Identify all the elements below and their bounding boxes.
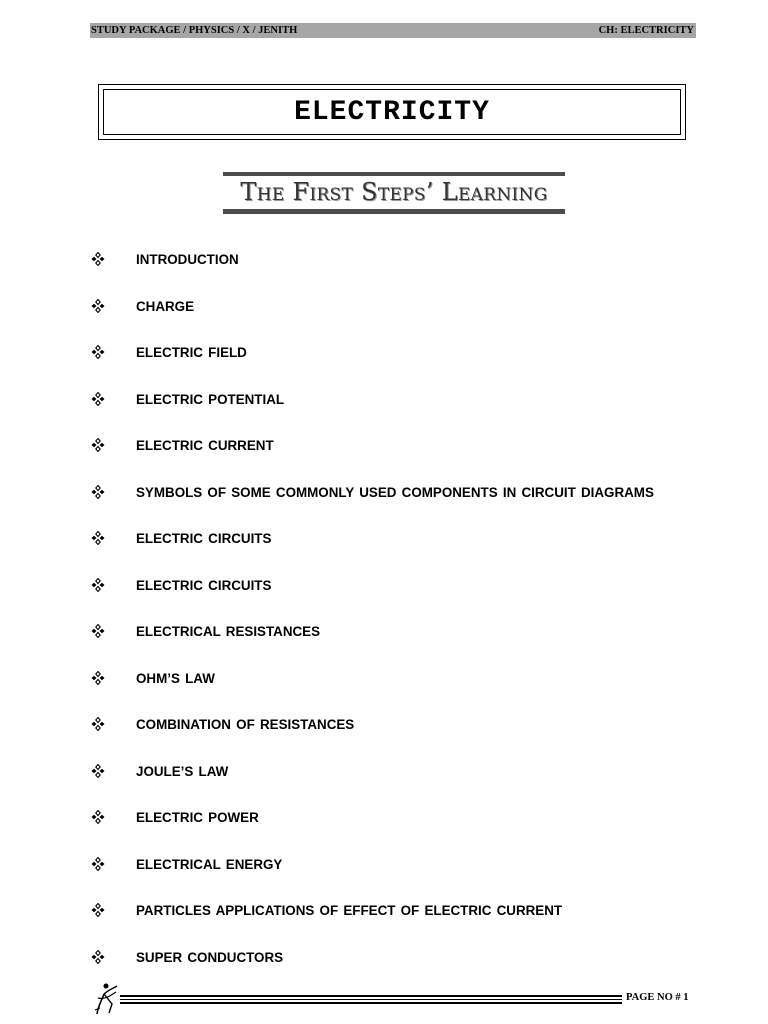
header-chapter-label: CH: ELECTRICITY [598, 25, 694, 36]
topic-item [0, 948, 700, 968]
four-diamond-bullet-icon [91, 438, 105, 452]
four-diamond-bullet-icon [91, 950, 105, 964]
title-box [98, 84, 686, 140]
archer-logo-icon [90, 980, 120, 1020]
subtitle-banner [223, 172, 565, 214]
subtitle: The First Steps’ Learning [240, 178, 548, 206]
topic-item [0, 483, 700, 503]
four-diamond-bullet-icon [91, 810, 105, 824]
topic-label: INTRODUCTION [136, 252, 239, 267]
topic-label: PARTICLES APPLICATIONS OF EFFECT OF ELECTRIC CURRENT [136, 903, 563, 919]
subtitle-bottom-rule [223, 209, 565, 214]
topic-item [0, 762, 700, 782]
four-diamond-bullet-icon [91, 485, 105, 499]
topic-item [0, 390, 700, 410]
footer-rule [120, 995, 622, 1004]
title-box-inner [103, 89, 681, 135]
topic-item [0, 622, 700, 642]
topic-item [0, 343, 700, 363]
topic-label: OHM’S LAW [136, 670, 215, 686]
topic-item [0, 669, 700, 689]
subtitle-top-rule [223, 172, 565, 176]
topic-label: SUPER CONDUCTORS [136, 949, 284, 965]
topic-item [0, 715, 700, 735]
topic-label: COMBINATION OF RESISTANCES [136, 717, 355, 733]
topic-label: JOULE’S LAW [136, 763, 229, 779]
page-number: PAGE NO # 1 [626, 992, 689, 1003]
topic-label: ELECTRIC CIRCUITS [136, 577, 272, 593]
topic-item [0, 250, 700, 270]
topic-item [0, 576, 700, 596]
topic-item [0, 855, 700, 875]
topic-label: ELECTRIC POWER [136, 810, 259, 826]
topic-label: ELECTRICAL ENERGY [136, 856, 283, 872]
topic-label: ELECTRIC FIELD [136, 345, 247, 361]
topic-item [0, 436, 700, 456]
four-diamond-bullet-icon [91, 531, 105, 545]
page-title: ELECTRICITY [294, 96, 490, 128]
four-diamond-bullet-icon [91, 857, 105, 871]
four-diamond-bullet-icon [91, 624, 105, 638]
four-diamond-bullet-icon [91, 903, 105, 917]
four-diamond-bullet-icon [91, 252, 105, 266]
topic-label: SYMBOLS OF SOME COMMONLY USED COMPONENTS IN CIRCUIT DIAGRAMS [136, 484, 654, 500]
four-diamond-bullet-icon [91, 345, 105, 359]
four-diamond-bullet-icon [91, 299, 105, 313]
topic-label: ELECTRICAL RESISTANCES [136, 624, 321, 640]
four-diamond-bullet-icon [91, 764, 105, 778]
four-diamond-bullet-icon [91, 717, 105, 731]
page-header [90, 23, 696, 38]
topic-label: ELECTRIC CIRCUITS [136, 531, 272, 547]
topic-item [0, 808, 700, 828]
topic-item [0, 901, 700, 921]
topic-label: ELECTRIC POTENTIAL [136, 391, 285, 407]
topic-item [0, 529, 700, 549]
four-diamond-bullet-icon [91, 671, 105, 685]
four-diamond-bullet-icon [91, 578, 105, 592]
four-diamond-bullet-icon [91, 392, 105, 406]
topic-label: CHARGE [136, 298, 195, 314]
topic-item [0, 297, 700, 317]
topic-label: ELECTRIC CURRENT [136, 438, 274, 454]
header-course-label: STUDY PACKAGE / PHYSICS / X / JENITH [91, 25, 298, 36]
